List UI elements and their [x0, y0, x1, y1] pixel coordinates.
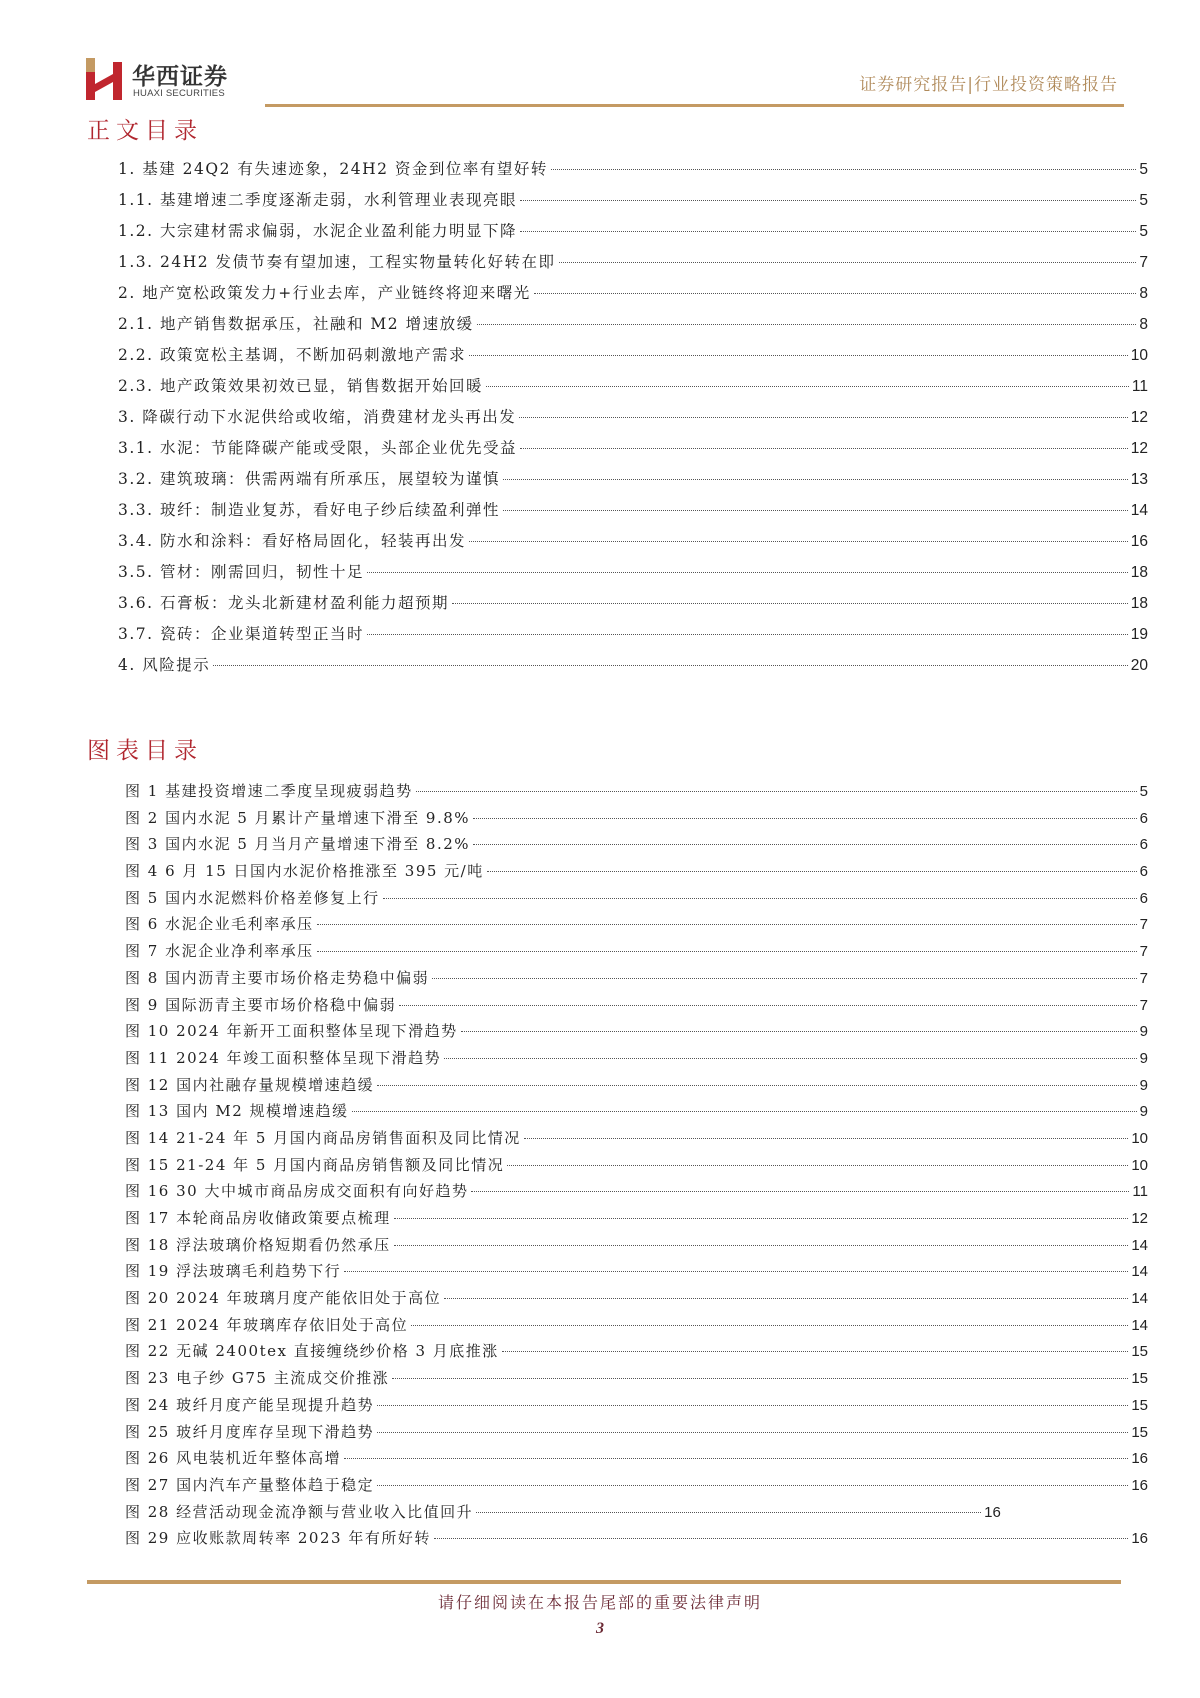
figure-entry[interactable] — [125, 940, 1148, 967]
dot-leader — [411, 1325, 1128, 1326]
entry-label: 1.3. 24H2 发债节奏有望加速，工程实物量转化好转在即 — [118, 253, 556, 271]
figure-entry[interactable] — [125, 1207, 1148, 1234]
toc-entry[interactable] — [118, 219, 1148, 250]
legal-disclaimer: 请仔细阅读在本报告尾部的重要法律声明 — [437, 1593, 762, 1612]
entry-page: 14 — [1131, 1263, 1148, 1281]
entry-label: 图 27 国内汽车产量整体趋于稳定 — [125, 1475, 375, 1494]
entry-page: 16 — [1131, 1476, 1148, 1494]
toc-entry[interactable] — [118, 653, 1148, 684]
dot-leader — [502, 1351, 1129, 1352]
entry-page: 5 — [1139, 161, 1148, 178]
contents-list — [118, 157, 1148, 684]
dot-leader — [452, 603, 1128, 604]
entry-label: 2.1. 地产销售数据承压，社融和 M2 增速放缓 — [118, 315, 474, 333]
figure-entry[interactable] — [125, 994, 1148, 1021]
dot-leader — [367, 572, 1128, 573]
figure-entry[interactable] — [125, 1260, 1148, 1287]
figure-entry[interactable] — [125, 913, 1148, 940]
dot-leader — [377, 1405, 1128, 1406]
figure-entry[interactable] — [125, 1180, 1148, 1207]
entry-label: 图 29 应收账款周转率 2023 年有所好转 — [125, 1529, 431, 1548]
dot-leader — [469, 541, 1128, 542]
figure-entry[interactable] — [125, 1074, 1148, 1101]
toc-entry[interactable] — [118, 622, 1148, 653]
entry-page: 16 — [984, 1503, 1001, 1521]
dot-leader — [377, 1085, 1137, 1086]
dot-leader — [473, 844, 1137, 845]
dot-leader — [344, 1458, 1128, 1459]
dot-leader — [434, 1538, 1128, 1539]
entry-label: 2. 地产宽松政策发力+行业去库，产业链终将迎来曙光 — [118, 284, 531, 302]
toc-entry[interactable] — [118, 436, 1148, 467]
toc-entry[interactable] — [118, 560, 1148, 591]
figure-entry[interactable] — [125, 1447, 1148, 1474]
dot-leader — [416, 791, 1137, 792]
entry-page: 15 — [1131, 1396, 1148, 1414]
dot-leader — [551, 169, 1136, 170]
dot-leader — [213, 665, 1128, 666]
entry-label: 1.2. 大宗建材需求偏弱，水泥企业盈利能力明显下降 — [118, 222, 518, 240]
entry-label: 3.3. 玻纤：制造业复苏，看好电子纱后续盈利弹性 — [118, 501, 501, 519]
figure-entry[interactable] — [125, 1287, 1148, 1314]
entry-label: 图 28 经营活动现金流净额与营业收入比值回升 — [125, 1502, 474, 1521]
huaxi-logo-icon — [86, 58, 124, 100]
entry-label: 图 16 30 大中城市商品房成交面积有向好趋势 — [125, 1182, 469, 1201]
dot-leader — [399, 1005, 1137, 1006]
dot-leader — [477, 324, 1137, 325]
entry-label: 图 21 2024 年玻璃库存依旧处于高位 — [125, 1315, 409, 1334]
entry-page: 15 — [1131, 1370, 1148, 1388]
dot-leader — [520, 200, 1136, 201]
dot-leader — [486, 386, 1129, 387]
entry-page: 9 — [1139, 1076, 1148, 1094]
entry-label: 3.7. 瓷砖：企业渠道转型正当时 — [118, 625, 365, 643]
figure-entry[interactable] — [125, 1367, 1148, 1394]
figure-entry[interactable] — [125, 1421, 1148, 1448]
dot-leader — [392, 1378, 1128, 1379]
figure-entry[interactable] — [125, 1340, 1148, 1367]
dot-leader — [503, 510, 1128, 511]
entry-label: 1.1. 基建增速二季度逐渐走弱，水利管理业表现亮眼 — [118, 191, 518, 209]
dot-leader — [317, 924, 1137, 925]
toc-entry[interactable] — [118, 591, 1148, 622]
entry-label: 图 12 国内社融存量规模增速趋缓 — [125, 1075, 375, 1094]
entry-label: 图 22 无碱 2400tex 直接缠绕纱价格 3 月底推涨 — [125, 1342, 499, 1361]
entry-page: 7 — [1139, 916, 1148, 934]
entry-label: 图 14 21-24 年 5 月国内商品房销售面积及同比情况 — [125, 1128, 521, 1147]
entry-label: 1. 基建 24Q2 有失速迹象，24H2 资金到位率有望好转 — [118, 160, 548, 178]
entry-page: 6 — [1139, 836, 1148, 854]
entry-page: 18 — [1130, 595, 1148, 612]
entry-page: 5 — [1139, 783, 1148, 800]
dot-leader — [519, 417, 1128, 418]
entry-label: 2.2. 政策宽松主基调，不断加码刺激地产需求 — [118, 346, 467, 364]
figures-list — [125, 780, 1148, 1554]
dot-leader — [377, 1485, 1128, 1486]
entry-label: 3.2. 建筑玻璃：供需两端有所承压，展望较为谨慎 — [118, 470, 501, 488]
entry-page: 6 — [1139, 863, 1148, 881]
entry-page: 12 — [1130, 409, 1148, 426]
entry-label: 图 1 基建投资增速二季度呈现疲弱趋势 — [125, 782, 413, 800]
entry-page: 15 — [1131, 1423, 1148, 1441]
toc-entry[interactable] — [118, 281, 1148, 312]
figure-entry[interactable] — [125, 1527, 1148, 1554]
dot-leader — [503, 479, 1128, 480]
figure-entry[interactable] — [125, 807, 1148, 834]
entry-page: 14 — [1131, 1290, 1148, 1308]
entry-page: 9 — [1139, 1103, 1148, 1121]
entry-page: 19 — [1130, 626, 1148, 643]
entry-label: 图 24 玻纤月度产能呈现提升趋势 — [125, 1395, 375, 1414]
dot-leader — [469, 355, 1128, 356]
dot-leader — [344, 1271, 1128, 1272]
dot-leader — [487, 871, 1137, 872]
entry-page: 8 — [1139, 316, 1148, 333]
dot-leader — [367, 634, 1128, 635]
entry-page: 12 — [1130, 440, 1148, 457]
dot-leader — [394, 1245, 1129, 1246]
figure-entry[interactable] — [125, 1501, 1148, 1528]
entry-page: 7 — [1139, 254, 1148, 271]
report-type: 证券研究报告|行业投资策略报告 — [859, 75, 1118, 95]
entry-label: 图 19 浮法玻璃毛利趋势下行 — [125, 1262, 342, 1281]
figures-title: 图表目录 — [87, 738, 203, 764]
entry-label: 4. 风险提示 — [118, 656, 211, 674]
logo-english-name: HUAXI SECURITIES — [133, 88, 225, 99]
entry-page: 16 — [1130, 533, 1148, 550]
entry-page: 12 — [1131, 1210, 1148, 1227]
entry-page: 8 — [1139, 285, 1148, 302]
dot-leader — [444, 1298, 1128, 1299]
toc-entry[interactable] — [118, 405, 1148, 436]
entry-label: 3. 降碳行动下水泥供给或收缩，消费建材龙头再出发 — [118, 408, 517, 426]
logo-chinese-name: 华西证券 — [132, 63, 228, 90]
dot-leader — [520, 231, 1136, 232]
entry-page: 20 — [1130, 657, 1148, 674]
entry-page: 7 — [1139, 969, 1148, 987]
figure-entry[interactable] — [125, 1154, 1148, 1181]
entry-page: 9 — [1139, 1023, 1148, 1041]
entry-label: 图 6 水泥企业毛利率承压 — [125, 915, 314, 934]
entry-page: 10 — [1131, 1129, 1148, 1147]
footer-divider — [87, 1580, 1121, 1584]
entry-label: 图 23 电子纱 G75 主流成交价推涨 — [125, 1369, 390, 1388]
entry-label: 图 10 2024 年新开工面积整体呈现下滑趋势 — [125, 1022, 458, 1041]
entry-label: 图 15 21-24 年 5 月国内商品房销售额及同比情况 — [125, 1155, 505, 1174]
entry-page: 16 — [1131, 1530, 1148, 1548]
toc-entry[interactable] — [118, 312, 1148, 343]
toc-entry[interactable] — [118, 157, 1148, 188]
entry-page: 10 — [1130, 347, 1148, 364]
figure-entry[interactable] — [125, 780, 1148, 807]
entry-page: 5 — [1139, 223, 1148, 240]
figure-entry[interactable] — [125, 1020, 1148, 1047]
header-divider — [265, 104, 1124, 107]
dot-leader — [520, 448, 1128, 449]
figure-entry[interactable] — [125, 1394, 1148, 1421]
dot-leader — [534, 293, 1137, 294]
entry-label: 2.3. 地产政策效果初效已显，销售数据开始回暖 — [118, 377, 484, 395]
entry-label: 图 26 风电装机近年整体高增 — [125, 1449, 342, 1468]
dot-leader — [476, 1512, 981, 1513]
figure-entry[interactable] — [125, 967, 1148, 994]
entry-page: 6 — [1139, 889, 1148, 907]
toc-entry[interactable] — [118, 467, 1148, 498]
entry-page: 11 — [1131, 378, 1148, 395]
entry-label: 图 13 国内 M2 规模增速趋缓 — [125, 1102, 349, 1121]
figure-entry[interactable] — [125, 1314, 1148, 1341]
dot-leader — [377, 1432, 1128, 1433]
dot-leader — [383, 898, 1137, 899]
company-logo — [86, 58, 246, 102]
figure-entry[interactable] — [125, 1127, 1148, 1154]
entry-label: 图 18 浮法玻璃价格短期看仍然承压 — [125, 1235, 391, 1254]
dot-leader — [524, 1138, 1129, 1139]
entry-page: 14 — [1130, 502, 1148, 519]
entry-page: 10 — [1131, 1156, 1148, 1174]
dot-leader — [507, 1165, 1128, 1166]
figure-entry[interactable] — [125, 887, 1148, 914]
entry-page: 6 — [1139, 809, 1148, 827]
entry-label: 图 4 6 月 15 日国内水泥价格推涨至 395 元/吨 — [125, 862, 484, 881]
dot-leader — [394, 1218, 1129, 1219]
entry-label: 图 9 国际沥青主要市场价格稳中偏弱 — [125, 995, 397, 1014]
contents-title: 正文目录 — [87, 118, 203, 144]
entry-label: 图 5 国内水泥燃料价格差修复上行 — [125, 888, 380, 907]
dot-leader — [352, 1111, 1137, 1112]
entry-label: 图 11 2024 年竣工面积整体呈现下滑趋势 — [125, 1048, 442, 1067]
entry-page: 13 — [1130, 471, 1148, 488]
dot-leader — [471, 1191, 1129, 1192]
dot-leader — [432, 978, 1137, 979]
toc-entry[interactable] — [118, 188, 1148, 219]
dot-leader — [559, 262, 1137, 263]
entry-page: 5 — [1139, 192, 1148, 209]
entry-page: 15 — [1131, 1343, 1148, 1361]
entry-label: 图 7 水泥企业净利率承压 — [125, 942, 314, 961]
figure-entry[interactable] — [125, 1100, 1148, 1127]
entry-page: 9 — [1139, 1049, 1148, 1067]
entry-label: 图 20 2024 年玻璃月度产能依旧处于高位 — [125, 1289, 442, 1308]
toc-entry[interactable] — [118, 498, 1148, 529]
entry-label: 图 2 国内水泥 5 月累计产量增速下滑至 9.8% — [125, 808, 471, 827]
entry-label: 3.6. 石膏板：龙头北新建材盈利能力超预期 — [118, 594, 450, 612]
dot-leader — [444, 1058, 1137, 1059]
entry-page: 18 — [1130, 564, 1148, 581]
entry-label: 图 25 玻纤月度库存呈现下滑趋势 — [125, 1422, 375, 1441]
figure-entry[interactable] — [125, 860, 1148, 887]
entry-page: 7 — [1139, 943, 1148, 961]
toc-entry[interactable] — [118, 374, 1148, 405]
entry-label: 图 8 国内沥青主要市场价格走势稳中偏弱 — [125, 968, 430, 987]
entry-label: 3.1. 水泥：节能降碳产能或受限，头部企业优先受益 — [118, 439, 518, 457]
dot-leader — [473, 818, 1137, 819]
page-number: 3 — [596, 1620, 604, 1637]
entry-label: 图 3 国内水泥 5 月当月产量增速下滑至 8.2% — [125, 835, 471, 854]
figure-entry[interactable] — [125, 1234, 1148, 1261]
toc-entry[interactable] — [118, 343, 1148, 374]
entry-label: 图 17 本轮商品房收储政策要点梳理 — [125, 1209, 391, 1227]
toc-entry[interactable] — [118, 529, 1148, 560]
entry-page: 14 — [1131, 1316, 1148, 1334]
toc-entry[interactable] — [118, 250, 1148, 281]
dot-leader — [461, 1031, 1137, 1032]
entry-page: 14 — [1131, 1236, 1148, 1254]
figure-entry[interactable] — [125, 1047, 1148, 1074]
entry-label: 3.5. 管材：刚需回归，韧性十足 — [118, 563, 365, 581]
entry-label: 3.4. 防水和涂料：看好格局固化，轻装再出发 — [118, 532, 467, 550]
figure-entry[interactable] — [125, 833, 1148, 860]
figure-entry[interactable] — [125, 1474, 1148, 1501]
entry-page: 7 — [1139, 996, 1148, 1014]
dot-leader — [317, 951, 1137, 952]
entry-page: 16 — [1131, 1450, 1148, 1468]
entry-page: 11 — [1132, 1183, 1148, 1201]
